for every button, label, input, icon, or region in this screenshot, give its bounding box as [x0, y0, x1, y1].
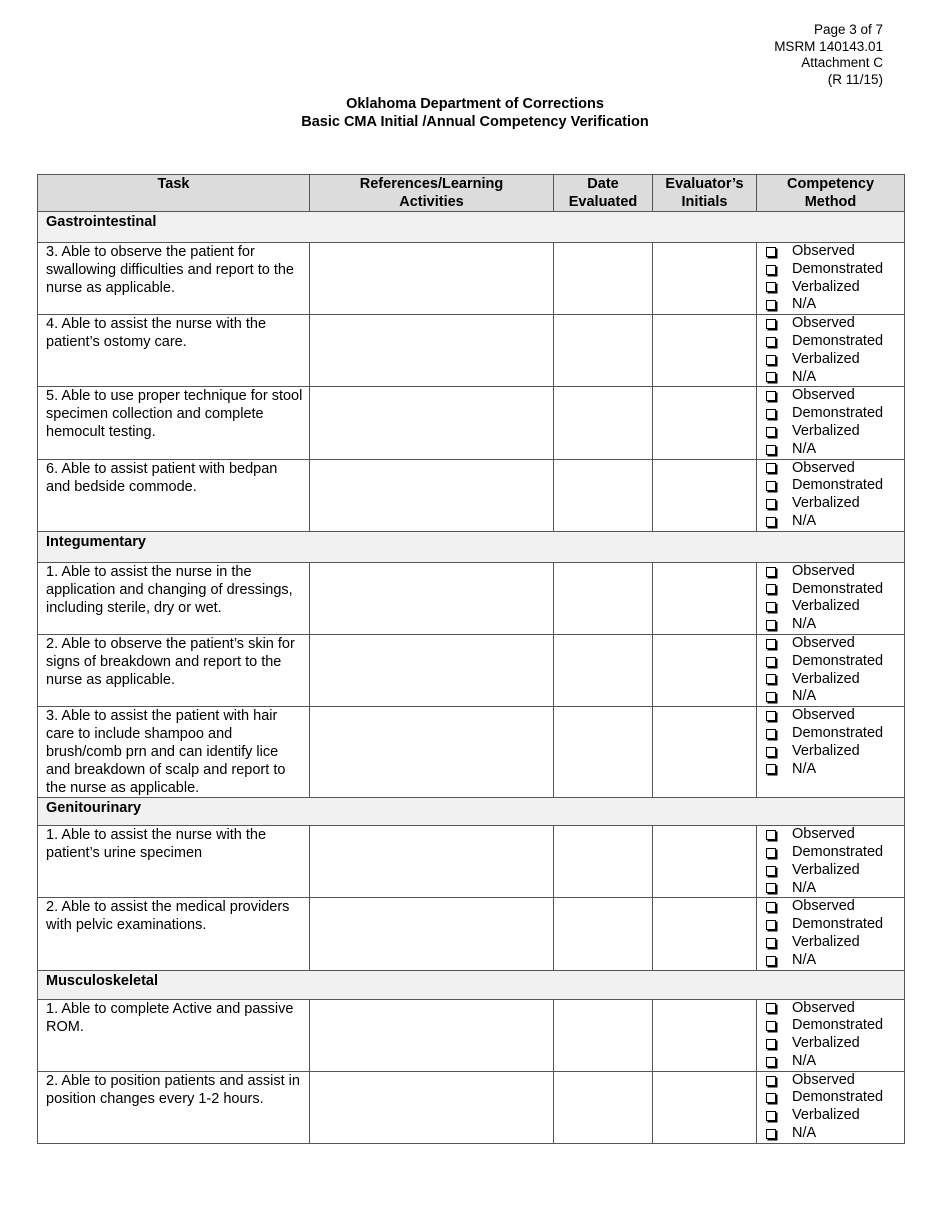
evaluator-initials-cell[interactable]	[653, 707, 757, 798]
method-option-label: Observed	[792, 387, 855, 404]
checkbox-icon[interactable]	[766, 445, 776, 455]
method-option-label: Verbalized	[792, 933, 860, 950]
method-option-label: Verbalized	[792, 670, 860, 687]
section-heading: Gastrointestinal	[38, 212, 905, 243]
checkbox-icon[interactable]	[766, 1111, 776, 1121]
method-option[interactable]	[766, 405, 904, 423]
method-option[interactable]	[766, 369, 904, 387]
evaluator-initials-cell[interactable]	[653, 634, 757, 706]
method-option[interactable]	[766, 826, 904, 844]
method-option-label: Demonstrated	[792, 724, 884, 741]
checkbox-icon[interactable]	[766, 747, 776, 757]
checkbox-icon[interactable]	[766, 517, 776, 527]
checkbox-icon[interactable]	[766, 902, 776, 912]
attachment-label: Attachment C	[801, 55, 883, 70]
method-option[interactable]	[766, 707, 904, 725]
evaluator-initials-cell[interactable]	[653, 562, 757, 634]
method-option[interactable]	[766, 387, 904, 405]
method-option-label: N/A	[792, 951, 817, 968]
checkbox-icon[interactable]	[766, 938, 776, 948]
method-option[interactable]	[766, 653, 904, 671]
section-row	[38, 798, 905, 826]
method-option[interactable]	[766, 243, 904, 261]
method-option[interactable]	[766, 844, 904, 862]
method-option[interactable]	[766, 616, 904, 634]
method-option-label: Verbalized	[792, 742, 860, 759]
method-option-label: Verbalized	[792, 598, 860, 615]
checkbox-icon[interactable]	[766, 567, 776, 577]
date-evaluated-cell[interactable]	[554, 898, 653, 970]
references-cell[interactable]	[310, 315, 554, 387]
column-header-method: Competency Method	[757, 175, 905, 212]
competency-table	[37, 174, 905, 1144]
competency-method-options	[757, 562, 905, 634]
method-option-label: Verbalized	[792, 861, 860, 878]
date-evaluated-cell[interactable]	[554, 562, 653, 634]
method-option-label: Observed	[792, 707, 855, 724]
references-cell[interactable]	[310, 387, 554, 459]
method-option[interactable]	[766, 296, 904, 314]
checkbox-icon[interactable]	[766, 247, 776, 257]
evaluator-initials-cell[interactable]	[653, 999, 757, 1071]
checkbox-icon[interactable]	[766, 1076, 776, 1086]
method-option-label: Observed	[792, 562, 855, 579]
references-cell[interactable]	[310, 634, 554, 706]
table-row	[38, 315, 905, 387]
checkbox-icon[interactable]	[766, 300, 776, 310]
method-option[interactable]	[766, 761, 904, 779]
method-option[interactable]	[766, 1125, 904, 1143]
checkbox-icon[interactable]	[766, 866, 776, 876]
method-option[interactable]	[766, 1053, 904, 1071]
msrm-number: MSRM 140143.01	[774, 38, 883, 54]
method-option[interactable]	[766, 671, 904, 689]
checkbox-icon[interactable]	[766, 499, 776, 509]
method-option[interactable]	[766, 1072, 904, 1090]
method-option[interactable]	[766, 1000, 904, 1018]
checkbox-icon[interactable]	[766, 1003, 776, 1013]
references-cell[interactable]	[310, 898, 554, 970]
method-option[interactable]	[766, 423, 904, 441]
task-description: 1. Able to complete Active and passive ROM.	[38, 999, 310, 1071]
method-option-label: Demonstrated	[792, 332, 884, 349]
method-option[interactable]	[766, 1107, 904, 1125]
table-row	[38, 826, 905, 898]
checkbox-icon[interactable]	[766, 584, 776, 594]
table-row	[38, 1071, 905, 1143]
evaluator-initials-cell[interactable]	[653, 826, 757, 898]
evaluator-initials-cell[interactable]	[653, 315, 757, 387]
checkbox-icon[interactable]	[766, 427, 776, 437]
section-row	[38, 531, 905, 562]
column-header-task: Task	[38, 175, 310, 212]
references-cell[interactable]	[310, 999, 554, 1071]
checkbox-icon[interactable]	[766, 265, 776, 275]
method-option-label: Observed	[792, 1071, 855, 1088]
checkbox-icon[interactable]	[766, 729, 776, 739]
competency-method-options	[757, 459, 905, 531]
revision-date: (R 11/15)	[827, 71, 883, 87]
checkbox-icon[interactable]	[766, 1039, 776, 1049]
method-option-label: N/A	[792, 616, 817, 633]
table-row	[38, 898, 905, 970]
method-option-label: Verbalized	[792, 1107, 860, 1124]
method-option-label: Demonstrated	[792, 405, 884, 422]
section-heading: Genitourinary	[38, 798, 905, 826]
method-option-label: Verbalized	[792, 1035, 860, 1052]
method-option[interactable]	[766, 513, 904, 531]
task-description: 3. Able to observe the patient for swallowing difficulties and report to the nurse as applicable.	[38, 243, 310, 315]
checkbox-icon[interactable]	[766, 674, 776, 684]
method-option-label: N/A	[792, 760, 817, 777]
column-header-evaluator: Evaluator’s Initials	[653, 175, 757, 212]
checkbox-icon[interactable]	[766, 1129, 776, 1139]
method-option-label: Verbalized	[792, 495, 860, 512]
method-option-label: Verbalized	[792, 278, 860, 295]
task-description: 3. Able to assist the patient with hair care to include shampoo and brush/comb prn and can identify lice and breakdown of scalp and report to the nurse as applicable.	[38, 707, 310, 798]
checkbox-icon[interactable]	[766, 409, 776, 419]
method-option-label: Observed	[792, 999, 855, 1016]
method-option[interactable]	[766, 581, 904, 599]
references-cell[interactable]	[310, 826, 554, 898]
evaluator-initials-cell[interactable]	[653, 1071, 757, 1143]
checkbox-icon[interactable]	[766, 711, 776, 721]
method-option-label: Observed	[792, 459, 855, 476]
method-option-label: Observed	[792, 826, 855, 843]
method-option[interactable]	[766, 315, 904, 333]
checkbox-icon[interactable]	[766, 830, 776, 840]
table-header-row	[38, 175, 905, 212]
method-option[interactable]	[766, 1035, 904, 1053]
references-cell[interactable]	[310, 707, 554, 798]
task-description: 2. Able to position patients and assist in position changes every 1-2 hours.	[38, 1071, 310, 1143]
table-row	[38, 634, 905, 706]
date-evaluated-cell[interactable]	[554, 315, 653, 387]
competency-method-options	[757, 898, 905, 970]
checkbox-icon[interactable]	[766, 1021, 776, 1031]
checkbox-icon[interactable]	[766, 1093, 776, 1103]
task-description: 2. Able to assist the medical providers with pelvic examinations.	[38, 898, 310, 970]
method-option-label: Verbalized	[792, 350, 860, 367]
method-option[interactable]	[766, 862, 904, 880]
method-option-label: Demonstrated	[792, 843, 884, 860]
method-option[interactable]	[766, 351, 904, 369]
date-evaluated-cell[interactable]	[554, 707, 653, 798]
checkbox-icon[interactable]	[766, 848, 776, 858]
references-cell[interactable]	[310, 1071, 554, 1143]
method-option[interactable]	[766, 1089, 904, 1107]
section-heading: Musculoskeletal	[38, 970, 905, 999]
references-cell[interactable]	[310, 562, 554, 634]
competency-method-options	[757, 826, 905, 898]
date-evaluated-cell[interactable]	[554, 459, 653, 531]
date-evaluated-cell[interactable]	[554, 387, 653, 459]
table-row	[38, 459, 905, 531]
checkbox-icon[interactable]	[766, 463, 776, 473]
method-option-label: N/A	[792, 1125, 817, 1142]
method-option-label: N/A	[792, 879, 817, 896]
checkbox-icon[interactable]	[766, 620, 776, 630]
checkbox-icon[interactable]	[766, 764, 776, 774]
method-option[interactable]	[766, 880, 904, 898]
title-line-2: Basic CMA Initial /Annual Competency Verification	[301, 114, 649, 130]
date-evaluated-cell[interactable]	[554, 999, 653, 1071]
method-option[interactable]	[766, 688, 904, 706]
evaluator-initials-cell[interactable]	[653, 387, 757, 459]
table-body	[38, 212, 905, 1144]
method-option[interactable]	[766, 598, 904, 616]
checkbox-icon[interactable]	[766, 602, 776, 612]
method-option[interactable]	[766, 495, 904, 513]
method-option-label: Observed	[792, 898, 855, 915]
document-reference	[774, 22, 883, 88]
competency-method-options	[757, 634, 905, 706]
method-option[interactable]	[766, 725, 904, 743]
checkbox-icon[interactable]	[766, 692, 776, 702]
method-option[interactable]	[766, 743, 904, 761]
table-row	[38, 387, 905, 459]
method-option-label: Demonstrated	[792, 652, 884, 669]
page-title	[0, 95, 950, 131]
date-evaluated-cell[interactable]	[554, 1071, 653, 1143]
method-option-label: Observed	[792, 315, 855, 332]
date-evaluated-cell[interactable]	[554, 243, 653, 315]
checkbox-icon[interactable]	[766, 657, 776, 667]
table-row	[38, 999, 905, 1071]
references-cell[interactable]	[310, 459, 554, 531]
method-option-label: Demonstrated	[792, 1089, 884, 1106]
method-option-label: N/A	[792, 368, 817, 385]
competency-method-options	[757, 243, 905, 315]
method-option-label: Demonstrated	[792, 477, 884, 494]
checkbox-icon[interactable]	[766, 355, 776, 365]
method-option[interactable]	[766, 1017, 904, 1035]
method-option[interactable]	[766, 934, 904, 952]
method-option-label: N/A	[792, 512, 817, 529]
table-row	[38, 707, 905, 798]
evaluator-initials-cell[interactable]	[653, 459, 757, 531]
checkbox-icon[interactable]	[766, 481, 776, 491]
method-option-label: N/A	[792, 440, 817, 457]
checkbox-icon[interactable]	[766, 337, 776, 347]
checkbox-icon[interactable]	[766, 1057, 776, 1067]
task-description: 5. Able to use proper technique for stool specimen collection and complete hemocult testing.	[38, 387, 310, 459]
method-option[interactable]	[766, 898, 904, 916]
column-header-date: Date Evaluated	[554, 175, 653, 212]
method-option[interactable]	[766, 261, 904, 279]
method-option[interactable]	[766, 460, 904, 478]
method-option-label: N/A	[792, 296, 817, 313]
method-option-label: Demonstrated	[792, 580, 884, 597]
method-option-label: Verbalized	[792, 422, 860, 439]
checkbox-icon[interactable]	[766, 282, 776, 292]
page-number: Page 3 of 7	[813, 22, 883, 37]
section-heading: Integumentary	[38, 531, 905, 562]
checkbox-icon[interactable]	[766, 883, 776, 893]
method-option-label: Demonstrated	[792, 1017, 884, 1034]
evaluator-initials-cell[interactable]	[653, 243, 757, 315]
method-option-label: N/A	[792, 688, 817, 705]
task-description: 4. Able to assist the nurse with the patient’s ostomy care.	[38, 315, 310, 387]
method-option[interactable]	[766, 441, 904, 459]
date-evaluated-cell[interactable]	[554, 826, 653, 898]
date-evaluated-cell[interactable]	[554, 634, 653, 706]
section-row	[38, 212, 905, 243]
competency-method-options	[757, 387, 905, 459]
method-option-label: N/A	[792, 1052, 817, 1069]
evaluator-initials-cell[interactable]	[653, 898, 757, 970]
section-row	[38, 970, 905, 999]
competency-method-options	[757, 999, 905, 1071]
competency-method-options	[757, 1071, 905, 1143]
task-description: 6. Able to assist patient with bedpan and bedside commode.	[38, 459, 310, 531]
method-option-label: Demonstrated	[792, 260, 884, 277]
method-option-label: Demonstrated	[792, 916, 884, 933]
method-option[interactable]	[766, 952, 904, 970]
method-option[interactable]	[766, 333, 904, 351]
checkbox-icon[interactable]	[766, 372, 776, 382]
title-line-1: Oklahoma Department of Corrections	[346, 96, 604, 112]
references-cell[interactable]	[310, 243, 554, 315]
method-option[interactable]	[766, 477, 904, 495]
method-option-label: Observed	[792, 243, 855, 259]
method-option[interactable]	[766, 279, 904, 297]
method-option[interactable]	[766, 635, 904, 653]
competency-method-options	[757, 315, 905, 387]
task-description: 2. Able to observe the patient’s skin for signs of breakdown and report to the nurse as applicable.	[38, 634, 310, 706]
checkbox-icon[interactable]	[766, 319, 776, 329]
table-row	[38, 562, 905, 634]
checkbox-icon[interactable]	[766, 920, 776, 930]
competency-method-options	[757, 707, 905, 798]
checkbox-icon[interactable]	[766, 956, 776, 966]
checkbox-icon[interactable]	[766, 639, 776, 649]
table-row	[38, 243, 905, 315]
checkbox-icon[interactable]	[766, 391, 776, 401]
method-option[interactable]	[766, 916, 904, 934]
column-header-references: References/Learning Activities	[310, 175, 554, 212]
task-description: 1. Able to assist the nurse in the application and changing of dressings, including sterile, dry or wet.	[38, 562, 310, 634]
task-description: 1. Able to assist the nurse with the patient’s urine specimen	[38, 826, 310, 898]
method-option[interactable]	[766, 563, 904, 581]
method-option-label: Observed	[792, 634, 855, 651]
